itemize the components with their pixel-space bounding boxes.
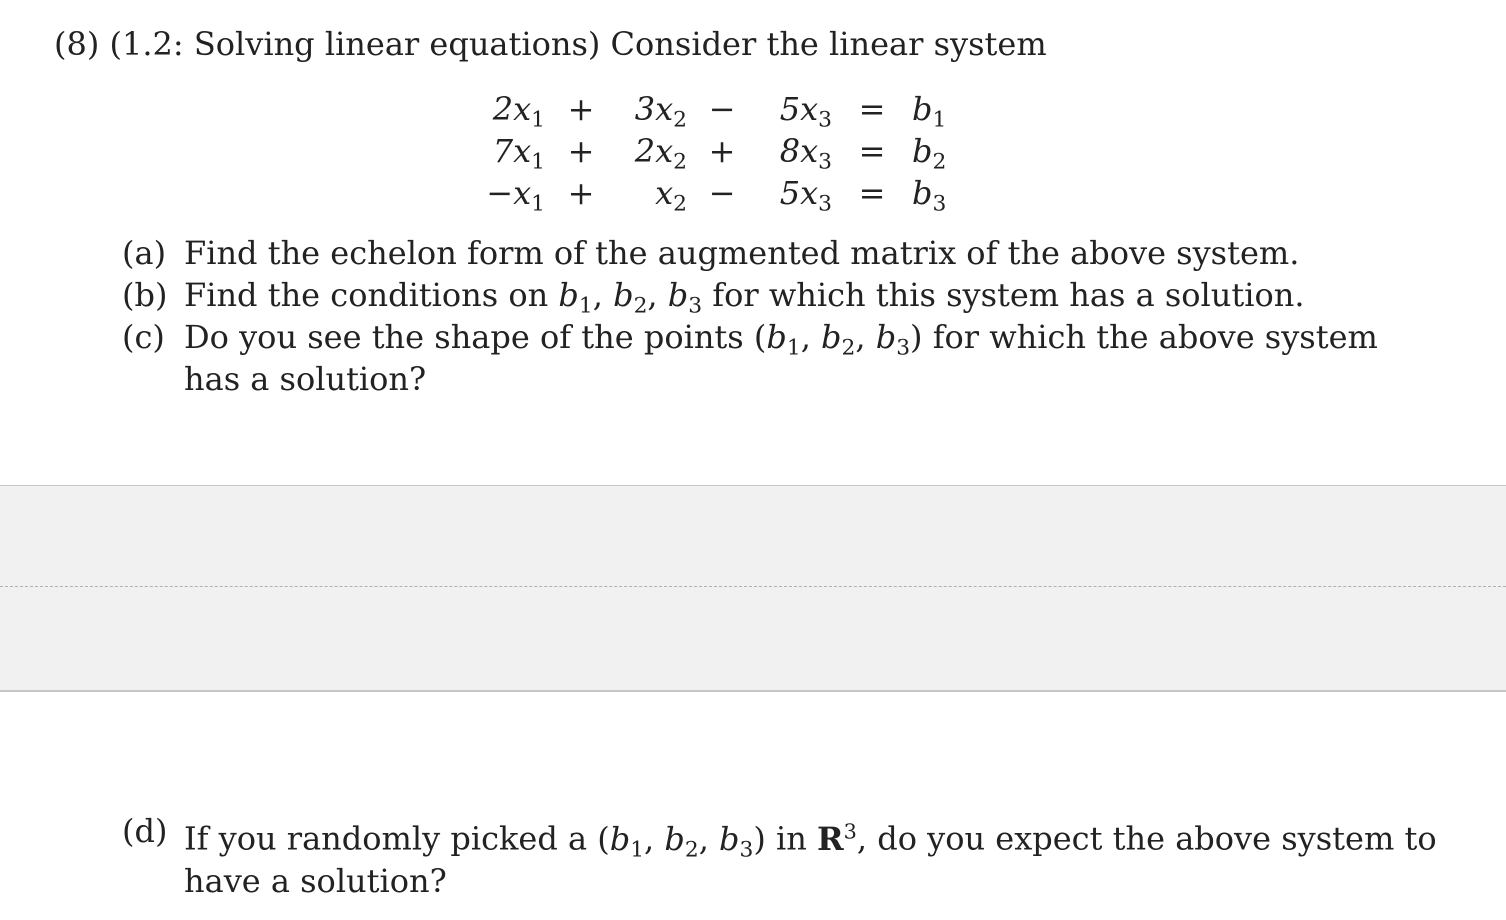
- part-a: [122, 232, 1422, 274]
- operator: +: [567, 132, 595, 170]
- equals-sign: =: [858, 90, 886, 128]
- term-x2: $2x_2$: [634, 132, 687, 175]
- question-parts: [122, 232, 1422, 400]
- equation-row-2: [470, 130, 972, 175]
- part-c: [122, 316, 1422, 400]
- part-d-text: If you randomly picked a ($b_1$, $b_2$, $b_3$) in $R^3$, do you expect the above system to have a solution?: [184, 819, 1437, 900]
- operator: +: [567, 174, 595, 212]
- rhs-b1: $b_1$: [912, 90, 947, 133]
- point-b: ($b_1$, $b_2$, $b_3$): [753, 318, 923, 361]
- problem-title: (8) (1.2: Solving linear equations) Consider the linear system: [54, 25, 1047, 63]
- term-x3: $8x_3$: [779, 132, 832, 175]
- term-x3: $5x_3$: [779, 90, 832, 133]
- part-d-row: [122, 810, 1442, 902]
- part-b-label: (b): [122, 276, 168, 314]
- part-a-label: (a): [122, 234, 167, 272]
- equation-row-3: [470, 172, 972, 217]
- equation-row-1: [470, 88, 972, 133]
- rhs-b2: $b_2$: [912, 132, 947, 175]
- answer-area[interactable]: [0, 485, 1506, 692]
- operator: −: [708, 174, 736, 212]
- part-c-label: (c): [122, 318, 165, 356]
- part-a-text: Find the echelon form of the augmented matrix of the above system.: [184, 234, 1300, 272]
- real-space-symbol: $R^3$: [817, 819, 857, 858]
- linear-system: [470, 88, 972, 217]
- operator: +: [567, 90, 595, 128]
- answer-divider: [0, 586, 1506, 587]
- part-b: [122, 274, 1422, 319]
- term-x1: $-x_1$: [486, 174, 545, 217]
- operator: −: [708, 90, 736, 128]
- equals-sign: =: [858, 174, 886, 212]
- equals-sign: =: [858, 132, 886, 170]
- b-variables: $b_1$, $b_2$, $b_3$: [558, 276, 703, 319]
- term-x3: $5x_3$: [779, 174, 832, 217]
- part-d: [122, 810, 1442, 902]
- part-c-text: Do you see the shape of the points ($b_1$, $b_2$, $b_3$) for which the above system has a solution?: [184, 318, 1378, 398]
- term-x2: $x_2$: [655, 174, 687, 217]
- term-x2: $3x_2$: [634, 90, 687, 133]
- term-x1: $7x_1$: [492, 132, 545, 175]
- point-b: ($b_1$, $b_2$, $b_3$): [597, 819, 766, 863]
- part-d-label: (d): [122, 812, 168, 850]
- term-x1: $2x_1$: [492, 90, 545, 133]
- rhs-b3: $b_3$: [912, 174, 947, 217]
- part-b-text: Find the conditions on $b_1$, $b_2$, $b_3$ for which this system has a solution.: [184, 276, 1305, 319]
- operator: +: [708, 132, 736, 170]
